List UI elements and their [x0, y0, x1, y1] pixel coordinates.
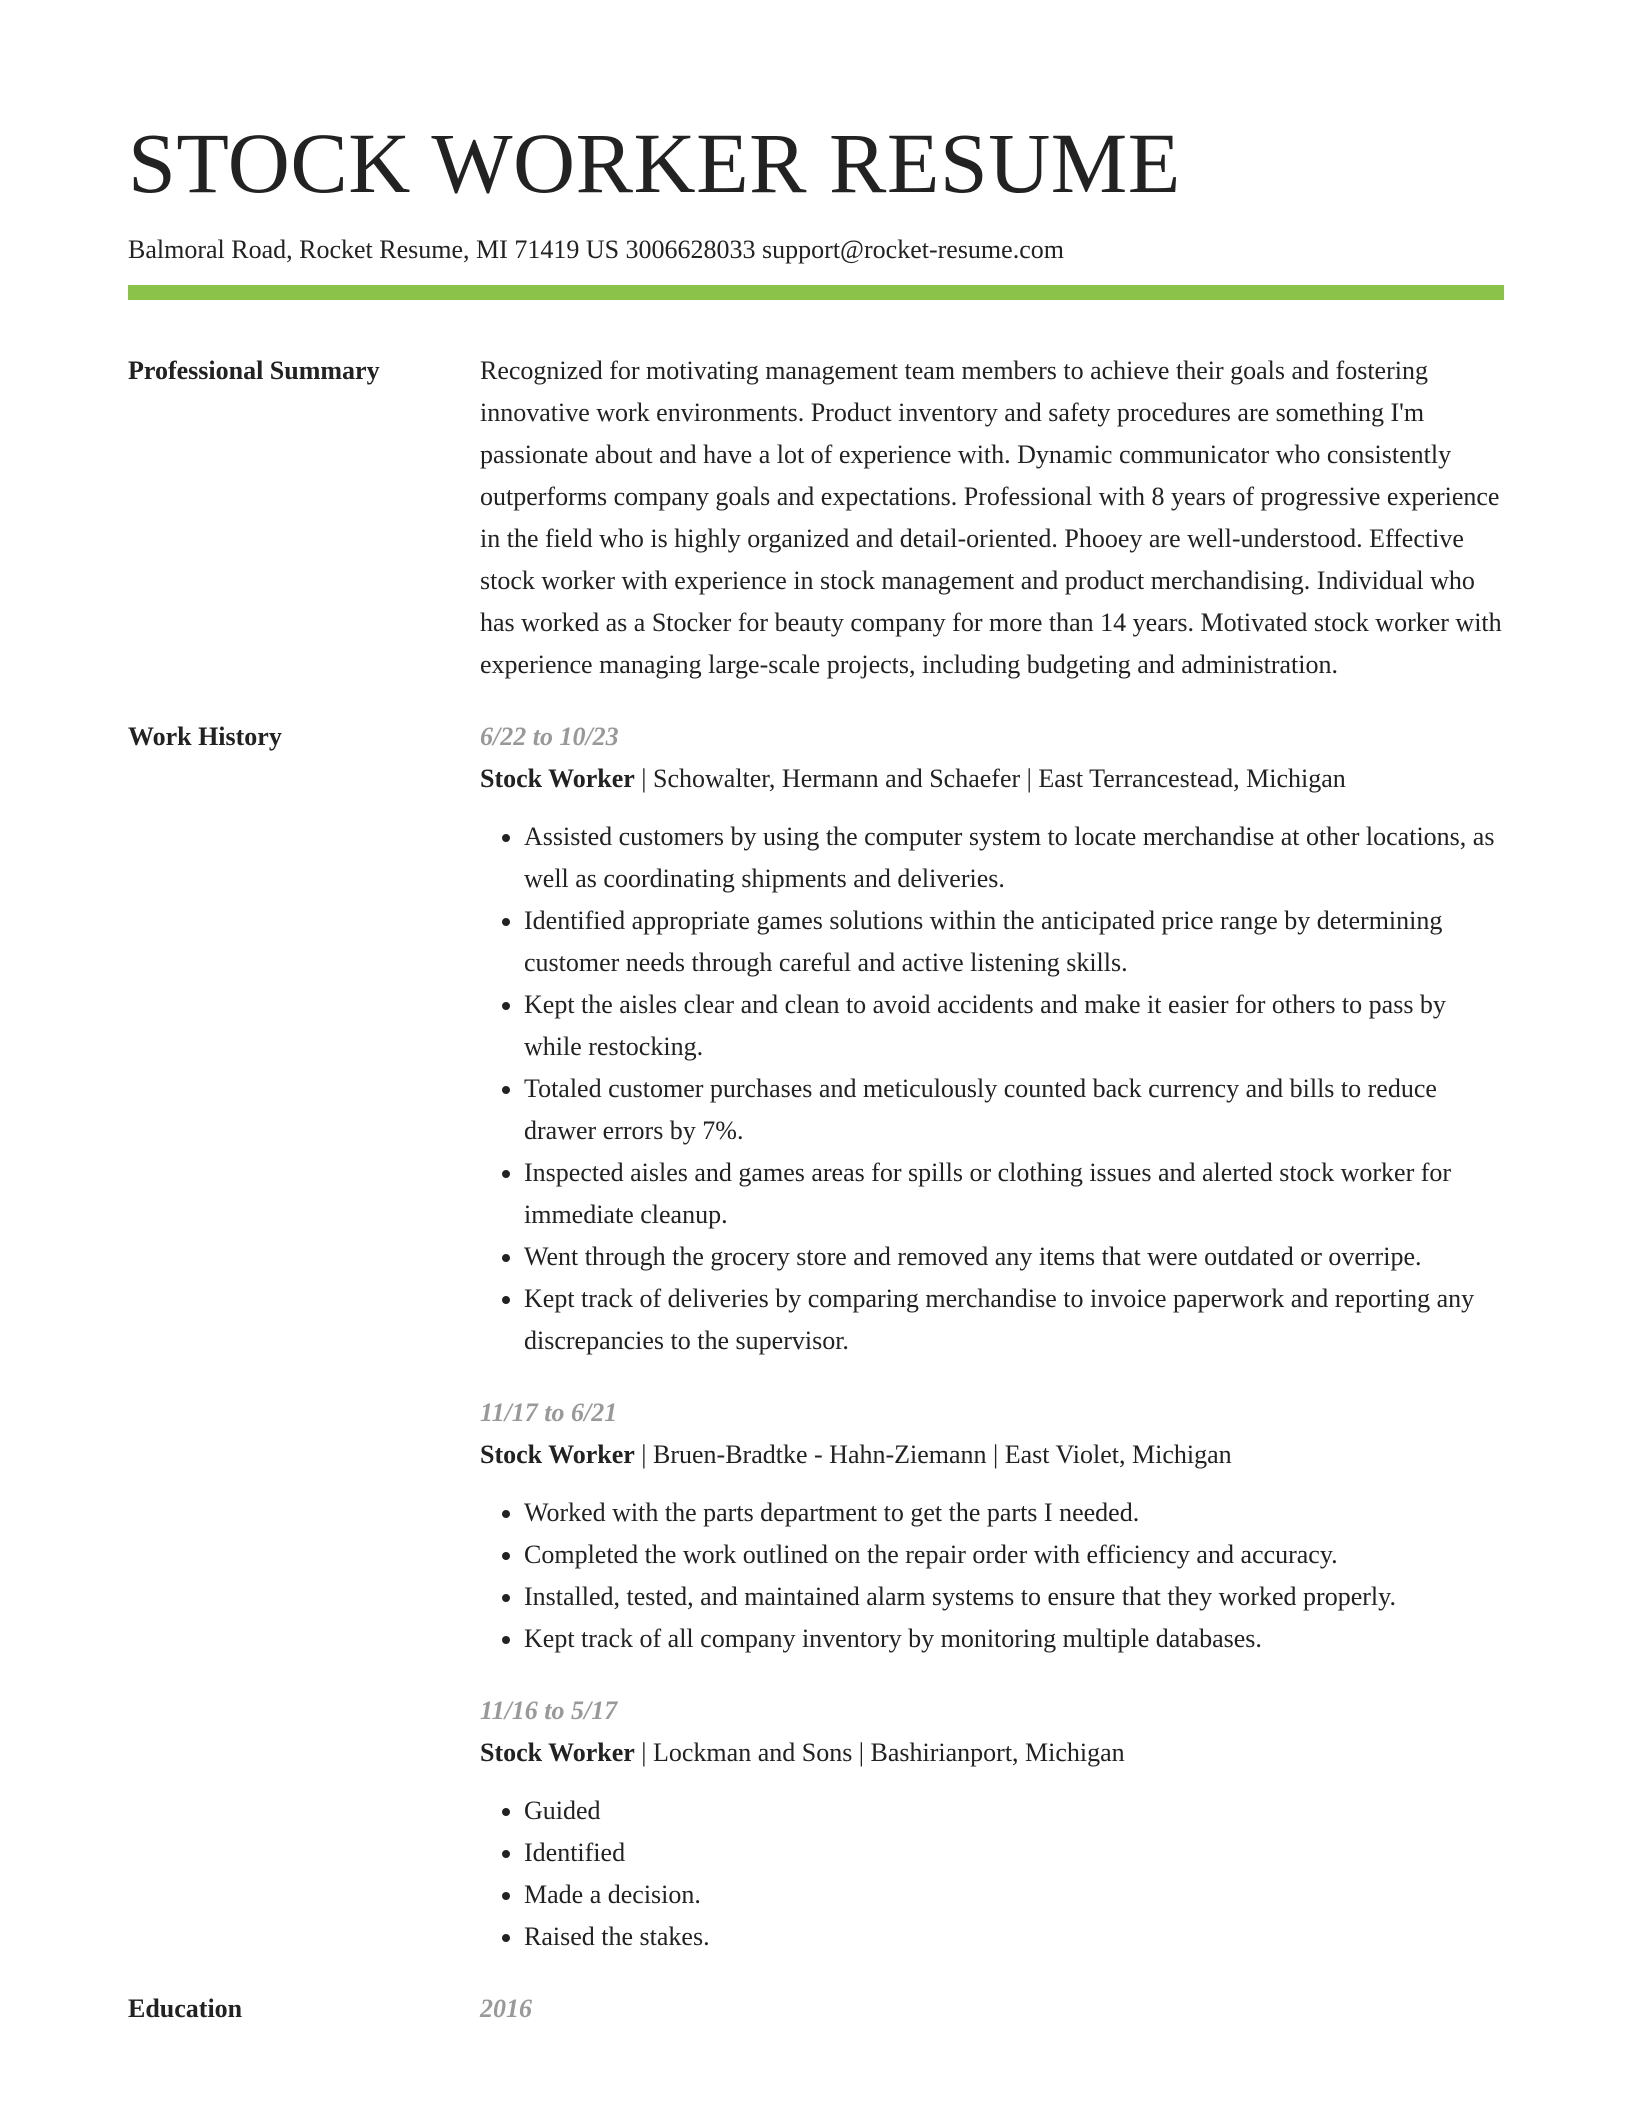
- job-dates: 11/17 to 6/21: [480, 1398, 618, 1428]
- job-dates: 11/16 to 5/17: [480, 1696, 618, 1726]
- job-details: | Schowalter, Hermann and Schaefer | East Terrancestead, Michigan: [634, 764, 1346, 794]
- job-bullet: • Kept the aisles clear and clean to avoid accidents and make it easier for others to pass by while restocking.: [524, 984, 1504, 1068]
- job-bullet: • Kept track of all company inventory by monitoring multiple databases.: [524, 1618, 1504, 1660]
- job-title-line: [480, 758, 1504, 800]
- education-content: [480, 1988, 1504, 2030]
- header-divider: [128, 285, 1504, 300]
- job-entry: [480, 1392, 1504, 1660]
- section-label-work-history: Work History: [128, 722, 282, 752]
- job-role: Stock Worker: [480, 764, 635, 794]
- work-history-section: [128, 716, 1504, 1958]
- job-entry: [480, 716, 1504, 1362]
- job-bullet: • Assisted customers by using the computer system to locate merchandise at other locations, as well as coordinating shipments and deliveries.: [524, 816, 1504, 900]
- job-role: Stock Worker: [480, 1738, 635, 1768]
- job-title-line: [480, 1434, 1504, 1476]
- job-bullet-list: [480, 1492, 1504, 1660]
- job-bullet: • Completed the work outlined on the repair order with efficiency and accuracy.: [524, 1534, 1504, 1576]
- job-bullet: • Inspected aisles and games areas for spills or clothing issues and alerted stock worker for immediate cleanup.: [524, 1152, 1504, 1236]
- education-section: [128, 1988, 1504, 2030]
- resume-title: STOCK WORKER RESUME: [128, 115, 1181, 211]
- job-entry: [480, 1690, 1504, 1958]
- job-bullet: • Identified: [524, 1832, 1504, 1874]
- job-bullet: • Raised the stakes.: [524, 1916, 1504, 1958]
- job-details: | Lockman and Sons | Bashirianport, Michigan: [634, 1738, 1125, 1768]
- job-bullet: • Installed, tested, and maintained alarm systems to ensure that they worked properly.: [524, 1576, 1504, 1618]
- summary-section: [128, 350, 1504, 686]
- job-bullet: • Identified appropriate games solutions within the anticipated price range by determining customer needs through careful and active listening skills.: [524, 900, 1504, 984]
- job-bullet: • Kept track of deliveries by comparing merchandise to invoice paperwork and reporting any discrepancies to the supervisor.: [524, 1278, 1504, 1362]
- section-label-summary: Professional Summary: [128, 356, 380, 386]
- job-bullet: • Worked with the parts department to get the parts I needed.: [524, 1492, 1504, 1534]
- job-role: Stock Worker: [480, 1440, 635, 1470]
- job-bullet-list: [480, 816, 1504, 1362]
- job-title-line: [480, 1732, 1504, 1774]
- job-bullet-list: [480, 1790, 1504, 1958]
- job-bullet: • Totaled customer purchases and meticulously counted back currency and bills to reduce drawer errors by 7%.: [524, 1068, 1504, 1152]
- job-details: | Bruen-Bradtke - Hahn-Ziemann | East Violet, Michigan: [634, 1440, 1232, 1470]
- section-label-education: Education: [128, 1994, 243, 2024]
- work-history-content: [480, 716, 1504, 1958]
- job-bullet: • Went through the grocery store and removed any items that were outdated or overripe.: [524, 1236, 1504, 1278]
- job-bullet: • Guided: [524, 1790, 1504, 1832]
- contact-line: Balmoral Road, Rocket Resume, MI 71419 US 3006628033 support@rocket-resume.com: [128, 235, 1064, 264]
- education-dates: 2016: [480, 1994, 532, 2024]
- summary-text: Recognized for motivating management team members to achieve their goals and fostering innovative work environments. Product inventory and safety procedures are something I'm passionate about and have a lot of experience with. Dynamic communicator who consistently outperforms company goals and expectations. Professional with 8 years of progressive experience in the field who is highly organized and detail-oriented. Phooey are well-understood. Effective stock worker with experience in stock management and product merchandising. Individual who has worked as a Stocker for beauty company for more than 14 years. Motivated stock worker with experience managing large-scale projects, including budgeting and administration.: [480, 356, 1502, 680]
- job-bullet: • Made a decision.: [524, 1874, 1504, 1916]
- resume-page: [128, 115, 1504, 2030]
- summary-content: [480, 350, 1504, 686]
- job-dates: 6/22 to 10/23: [480, 722, 619, 752]
